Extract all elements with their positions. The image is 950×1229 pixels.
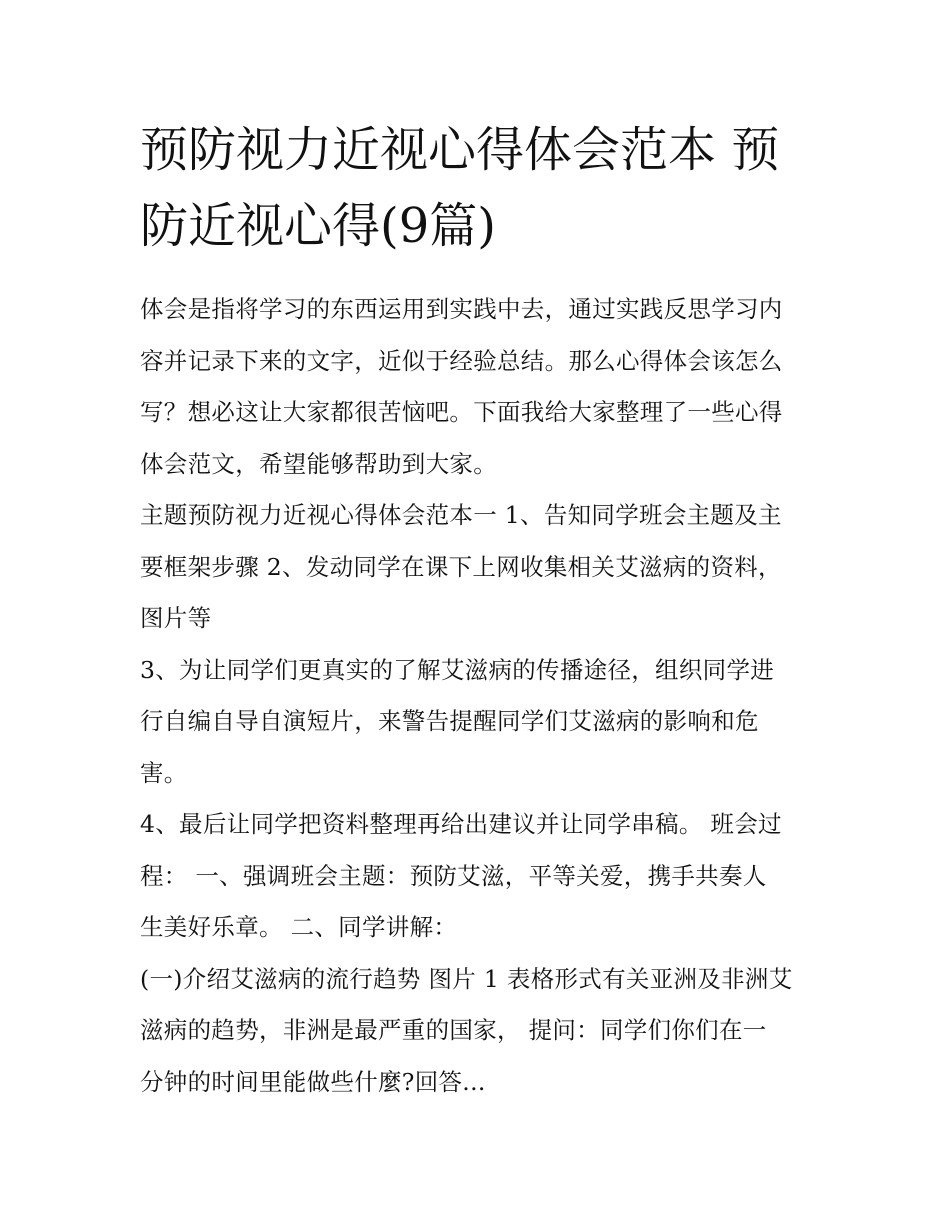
text-line: 容并记录下来的文字，近似于经验总结。那么心得体会该怎么 bbox=[140, 346, 783, 375]
text-line: 4、最后让同学把资料整理再给出建议并让同学串稿。 班会过 bbox=[140, 810, 782, 838]
intro-paragraph bbox=[140, 284, 820, 490]
step-4-paragraph bbox=[140, 799, 820, 954]
document-page bbox=[140, 112, 820, 1108]
text-line: 生美好乐章。 二、同学讲解： bbox=[140, 913, 458, 941]
trend-paragraph bbox=[140, 954, 820, 1109]
text-line: 分钟的时间里能做些什麼?回答... bbox=[140, 1067, 486, 1096]
text-line: 滋病的趋势，非洲是最严重的国家， 提问：同学们你们在一 bbox=[140, 1016, 767, 1044]
document-title bbox=[140, 112, 820, 264]
text-line: 3、为让同学们更真实的了解艾滋病的传播途径，组织同学进 bbox=[140, 655, 775, 684]
text-line: (一)介绍艾滋病的流行趋势 图片 1 表格形式有关亚洲及非洲艾 bbox=[140, 964, 793, 993]
step-3-paragraph bbox=[140, 645, 820, 800]
text-line: 程： 一、强调班会主题：预防艾滋，平等关爱，携手共奏人 bbox=[140, 861, 767, 890]
text-line: 体会是指将学习的东西运用到实践中去，通过实践反思学习内 bbox=[140, 295, 783, 323]
text-line: 行自编自导自演短片，来警告提醒同学们艾滋病的影响和危 bbox=[140, 707, 759, 735]
title-line-2: 防近视心得(9篇) bbox=[140, 198, 496, 254]
text-line: 要框架步骤 2、发动同学在课下上网收集相关艾滋病的资料， bbox=[140, 552, 782, 581]
text-line: 图片等 bbox=[140, 604, 212, 632]
text-line: 主题预防视力近视心得体会范本一 1、告知同学班会主题及主 bbox=[140, 501, 782, 529]
text-line: 写？想必这让大家都很苦恼吧。下面我给大家整理了一些心得 bbox=[140, 398, 783, 426]
text-line: 害。 bbox=[140, 758, 188, 787]
text-line: 体会范文，希望能够帮助到大家。 bbox=[140, 449, 497, 478]
theme-paragraph bbox=[140, 490, 820, 645]
title-line-1: 预防视力近视心得体会范本 预 bbox=[140, 122, 780, 178]
